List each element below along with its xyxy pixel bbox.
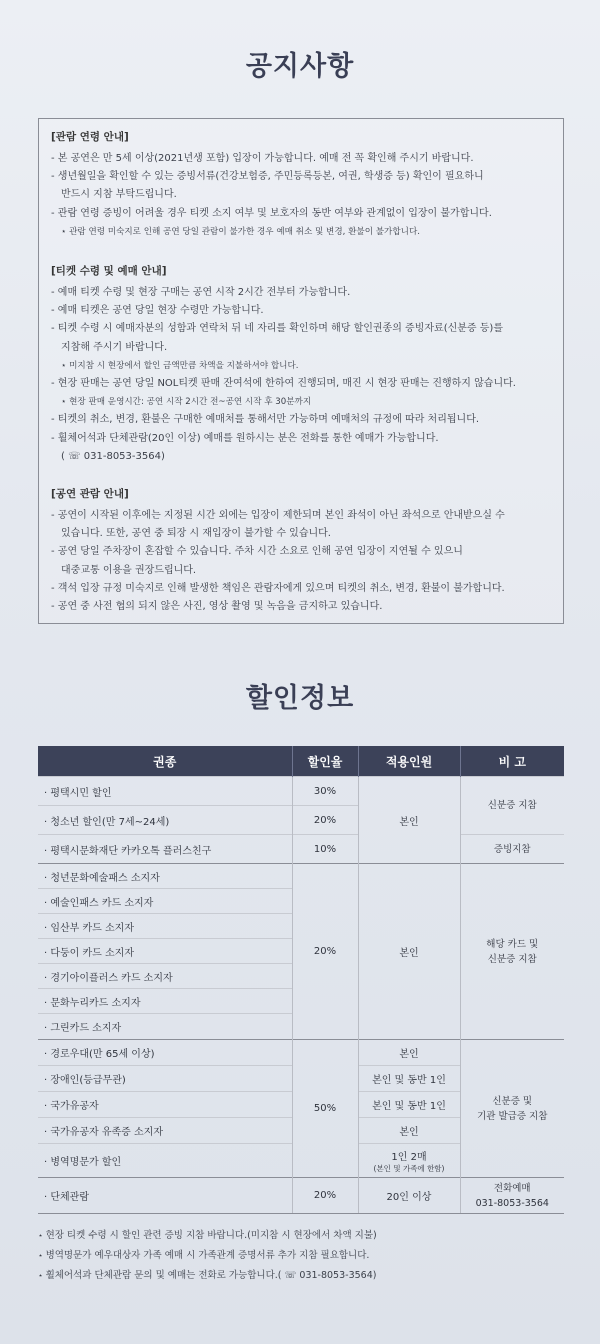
ticket-type: · 평택시문화재단 카카오톡 플러스친구 — [38, 835, 292, 864]
footnote: ⋆ 병역명문가 예우대상자 가족 예매 시 가족관계 증명서류 추가 지참 필요합니다. — [38, 1250, 370, 1261]
notice-line: ⋆ 관람 연령 미숙지로 인해 공연 당일 관람이 불가한 경우 예매 취소 및 변경, 환불이 불가합니다. — [61, 226, 420, 237]
note-cell: 전화예매 031-8053-3564 — [460, 1178, 564, 1214]
rate-cell: 20% — [292, 1178, 358, 1214]
people-cell: 본인 — [358, 864, 460, 1040]
ticket-type: · 단체관람 — [38, 1178, 292, 1214]
notice-line: ⋆ 미지참 시 현장에서 할인 금액만큼 차액을 지불하셔야 합니다. — [61, 360, 299, 371]
ticket-type: · 문화누리카드 소지자 — [38, 989, 292, 1014]
ticket-type: · 그린카드 소지자 — [38, 1014, 292, 1040]
people-cell: 본인 및 동반 1인 — [358, 1066, 460, 1092]
notice-box — [38, 118, 564, 624]
people-cell: 20인 이상 — [358, 1178, 460, 1214]
table-row — [38, 777, 564, 806]
ticket-type: · 청년문화예술패스 소지자 — [38, 864, 292, 889]
people-cell: 본인 — [358, 1040, 460, 1066]
notice-line: 있습니다. 또한, 공연 중 퇴장 시 재입장이 불가할 수 있습니다. — [61, 528, 331, 540]
rate-cell: 50% — [292, 1040, 358, 1178]
notice-line: - 공연 당일 주차장이 혼잡할 수 있습니다. 주차 시간 소요로 인해 공연 입장이 지연될 수 있으니 — [51, 546, 463, 558]
ticket-type: · 병역명문가 할인 — [38, 1144, 292, 1178]
people-cell: 본인 — [358, 777, 460, 864]
rate-cell: 20% — [292, 806, 358, 835]
notice-line: - 티켓의 취소, 변경, 환불은 구매한 예매처를 통해서만 가능하며 예매처의 규정에 따라 처리됩니다. — [51, 414, 480, 426]
people-cell: 본인 및 동반 1인 — [358, 1092, 460, 1118]
people-sub: (본인 및 가족에 한함) — [373, 1163, 445, 1173]
notice-line: 지참해 주시기 바랍니다. — [61, 341, 168, 353]
table-row — [38, 1040, 564, 1066]
note-cell: 신분증 및 기관 발급증 지참 — [460, 1040, 564, 1178]
header-note: 비 고 — [460, 746, 564, 777]
ticket-type: · 예술인패스 카드 소지자 — [38, 889, 292, 914]
note-cell: 증빙지참 — [460, 835, 564, 864]
ticket-type: · 임산부 카드 소지자 — [38, 914, 292, 939]
notice-line: - 휠체어석과 단체관람(20인 이상) 예매를 원하시는 분은 전화를 통한 예매가 가능합니다. — [51, 432, 439, 444]
header-applicable: 적용인원 — [358, 746, 460, 777]
ticket-type: · 국가유공자 유족증 소지자 — [38, 1118, 292, 1144]
header-discount-rate: 할인율 — [292, 746, 358, 777]
note-cell: 신분증 지참 — [460, 777, 564, 835]
table-row — [38, 1178, 564, 1214]
footnote: ⋆ 현장 티켓 수령 시 할인 관련 증빙 지참 바랍니다.(미지참 시 현장에서 차액 지불) — [38, 1230, 377, 1241]
header-ticket-type: 권종 — [38, 746, 292, 777]
people-cell: 본인 — [358, 1118, 460, 1144]
notice-line: - 공연이 시작된 이후에는 지정된 시간 외에는 입장이 제한되며 본인 좌석이 아닌 좌석으로 안내받으실 수 — [51, 510, 505, 521]
table-row — [38, 835, 564, 864]
ticket-type: · 다둥이 카드 소지자 — [38, 939, 292, 964]
rate-cell: 30% — [292, 777, 358, 806]
notice-line: - 예매 티켓 수령 및 현장 구매는 공연 시작 2시간 전부터 가능합니다. — [51, 287, 351, 298]
people-main: 1인 2매 — [391, 1151, 427, 1163]
notice-line: 대중교통 이용을 권장드립니다. — [61, 564, 197, 576]
notice-line: 반드시 지참 부탁드립니다. — [61, 189, 177, 201]
notice-section-ticket — [51, 263, 555, 466]
rate-cell: 10% — [292, 835, 358, 864]
section-heading: [티켓 수령 및 예매 안내] — [51, 265, 167, 277]
notice-line: - 생년월일을 확인할 수 있는 증빙서류(건강보험증, 주민등록등본, 여권, 학생증 등) 확인이 필요하니 — [51, 171, 484, 183]
notice-line: ( ☏ 031-8053-3564) — [61, 450, 165, 462]
table-row — [38, 864, 564, 889]
notice-line: - 공연 중 사전 협의 되지 않은 사진, 영상 촬영 및 녹음을 금지하고 있습니다. — [51, 601, 383, 613]
notice-section-age — [51, 129, 555, 241]
ticket-type: · 경기아이플러스 카드 소지자 — [38, 964, 292, 989]
notice-title: 공지사항 — [245, 51, 355, 82]
notice-section-viewing — [51, 486, 555, 616]
notice-line: - 관람 연령 증빙이 어려울 경우 티켓 소지 여부 및 보호자의 동반 여부와 관계없이 입장이 불가합니다. — [51, 207, 492, 219]
footnotes — [38, 1226, 564, 1286]
section-heading: [관람 연령 안내] — [51, 131, 129, 143]
notice-line: ⋆ 현장 판매 운영시간: 공연 시작 2시간 전~공연 시작 후 30분까지 — [61, 397, 312, 408]
ticket-type: · 국가유공자 — [38, 1092, 292, 1118]
ticket-type: · 청소년 할인(만 7세~24세) — [38, 806, 292, 835]
rate-cell: 20% — [292, 864, 358, 1040]
note-cell: 해당 카드 및 신분증 지참 — [460, 864, 564, 1040]
notice-line: - 객석 입장 규정 미숙지로 인해 발생한 책임은 관람자에게 있으며 티켓의 취소, 변경, 환불이 불가합니다. — [51, 582, 505, 594]
ticket-type: · 경로우대(만 65세 이상) — [38, 1040, 292, 1066]
ticket-type: · 장애인(등급무관) — [38, 1066, 292, 1092]
notice-line: - 티켓 수령 시 예매자분의 성함과 연락처 뒤 네 자리를 확인하며 해당 할인권종의 증빙자료(신분증 등)를 — [51, 323, 503, 335]
discount-table — [38, 746, 564, 1214]
notice-line: - 현장 판매는 공연 당일 NOL티켓 판매 잔여석에 한하여 진행되며, 매진 시 현장 판매는 진행하지 않습니다. — [51, 378, 516, 390]
people-cell — [358, 1144, 460, 1178]
notice-line: - 본 공연은 만 5세 이상(2021년생 포함) 입장이 가능합니다. 예매 전 꼭 확인해 주시기 바랍니다. — [51, 153, 474, 164]
notice-line: - 예매 티켓은 공연 당일 현장 수령만 가능합니다. — [51, 305, 264, 317]
ticket-type: · 평택시민 할인 — [38, 777, 292, 806]
discount-title: 할인정보 — [245, 683, 355, 714]
section-heading: [공연 관람 안내] — [51, 488, 129, 500]
footnote: ⋆ 휠체어석과 단체관람 문의 및 예매는 전화로 가능합니다.( ☏ 031-8053-3564) — [38, 1270, 377, 1281]
